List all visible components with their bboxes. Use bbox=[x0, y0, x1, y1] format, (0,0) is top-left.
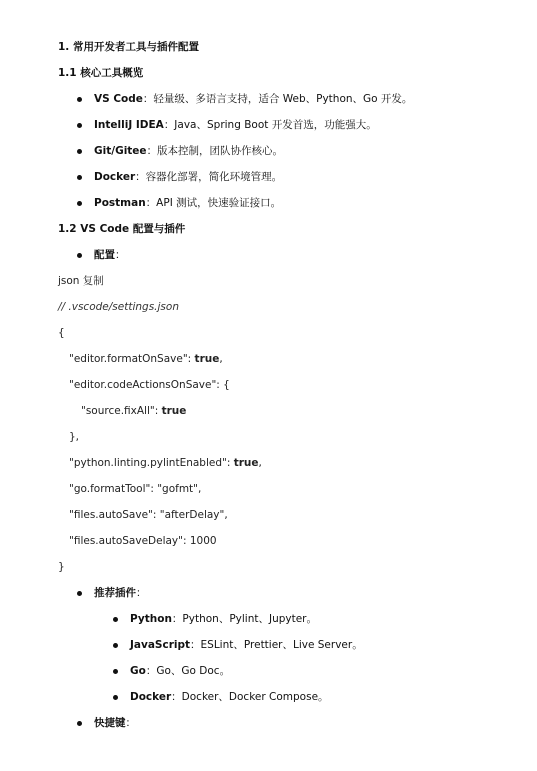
tool-desc: ：轻量级、多语言支持，适合 Web、Python、Go 开发。 bbox=[142, 93, 413, 105]
bullet-icon bbox=[113, 695, 118, 700]
bullet-icon bbox=[77, 97, 82, 102]
tool-item-intellij bbox=[94, 118, 377, 132]
tool-name: IntelliJ IDEA bbox=[94, 119, 164, 131]
plugin-name: Python bbox=[130, 613, 172, 625]
bullet-icon bbox=[113, 643, 118, 648]
bullet-icon bbox=[77, 591, 82, 596]
config-item bbox=[94, 248, 126, 262]
code-line-auto-save-delay: "files.autoSaveDelay": 1000 bbox=[69, 535, 217, 547]
plugin-desc: ：ESLint、Prettier、Live Server。 bbox=[190, 639, 363, 651]
code-key: "python.linting.pylintEnabled": bbox=[69, 457, 234, 469]
tool-desc: ：Java、Spring Boot 开发首选，功能强大。 bbox=[163, 119, 377, 131]
plugin-name: Docker bbox=[130, 691, 172, 703]
section-heading-1: 1. 常用开发者工具与插件配置 bbox=[58, 41, 199, 53]
code-open-brace: { bbox=[58, 327, 65, 339]
plugin-name: Go bbox=[130, 665, 146, 677]
tool-item-git bbox=[94, 144, 283, 158]
code-key: "editor.formatOnSave": bbox=[69, 353, 195, 365]
plugins-item bbox=[94, 586, 147, 600]
bullet-icon bbox=[77, 201, 82, 206]
tool-desc: ：API 测试，快速验证接口。 bbox=[145, 197, 282, 209]
code-comment: // .vscode/settings.json bbox=[58, 301, 179, 313]
json-copy-label[interactable]: json 复制 bbox=[58, 275, 104, 287]
plugin-item-javascript bbox=[130, 638, 363, 652]
bullet-icon bbox=[77, 721, 82, 726]
tool-name: VS Code bbox=[94, 93, 143, 105]
tool-desc: ：容器化部署，简化环境管理。 bbox=[135, 171, 283, 183]
plugin-item-docker bbox=[130, 690, 329, 704]
plugin-item-go bbox=[130, 664, 230, 678]
code-end: , bbox=[219, 353, 223, 365]
bullet-icon bbox=[77, 149, 82, 154]
plugin-desc: ：Python、Pylint、Jupyter。 bbox=[171, 613, 317, 625]
tool-item-vscode bbox=[94, 92, 412, 106]
config-colon: ： bbox=[115, 249, 126, 261]
tool-name: Docker bbox=[94, 171, 136, 183]
bullet-icon bbox=[77, 175, 82, 180]
plugin-item-python bbox=[130, 612, 317, 626]
bullet-icon bbox=[77, 253, 82, 258]
bullet-icon bbox=[113, 669, 118, 674]
code-value: true bbox=[233, 457, 259, 469]
section-heading-1-2: 1.2 VS Code 配置与插件 bbox=[58, 223, 186, 235]
code-line-format-on-save bbox=[69, 352, 223, 366]
code-line-fix-all bbox=[81, 404, 186, 418]
code-value: true bbox=[194, 353, 220, 365]
tool-name: Postman bbox=[94, 197, 146, 209]
code-line-auto-save: "files.autoSave": "afterDelay", bbox=[69, 509, 228, 521]
shortcuts-item bbox=[94, 716, 136, 730]
code-close-brace: } bbox=[58, 561, 65, 573]
plugin-name: JavaScript bbox=[130, 639, 191, 651]
bullet-icon bbox=[113, 617, 118, 622]
plugin-desc: ：Go、Go Doc。 bbox=[145, 665, 231, 677]
code-key: "source.fixAll": bbox=[81, 405, 162, 417]
plugins-label: 推荐插件 bbox=[94, 587, 136, 599]
plugins-colon: ： bbox=[136, 587, 147, 599]
tool-desc: ：版本控制，团队协作核心。 bbox=[146, 145, 284, 157]
plugin-desc: ：Docker、Docker Compose。 bbox=[171, 691, 329, 703]
tool-name: Git/Gitee bbox=[94, 145, 147, 157]
shortcuts-label: 快捷键 bbox=[94, 717, 126, 729]
code-line-code-actions: "editor.codeActionsOnSave": { bbox=[69, 379, 230, 391]
shortcuts-colon: ： bbox=[125, 717, 136, 729]
config-label: 配置 bbox=[94, 249, 115, 261]
tool-item-docker bbox=[94, 170, 282, 184]
code-end: , bbox=[258, 457, 262, 469]
bullet-icon bbox=[77, 123, 82, 128]
tool-item-postman bbox=[94, 196, 281, 210]
code-value: true bbox=[161, 405, 187, 417]
code-line-go-format: "go.formatTool": "gofmt", bbox=[69, 483, 202, 495]
code-line-pylint bbox=[69, 456, 262, 470]
section-heading-1-1: 1.1 核心工具概览 bbox=[58, 67, 144, 79]
code-line-close-object: }, bbox=[69, 431, 80, 443]
